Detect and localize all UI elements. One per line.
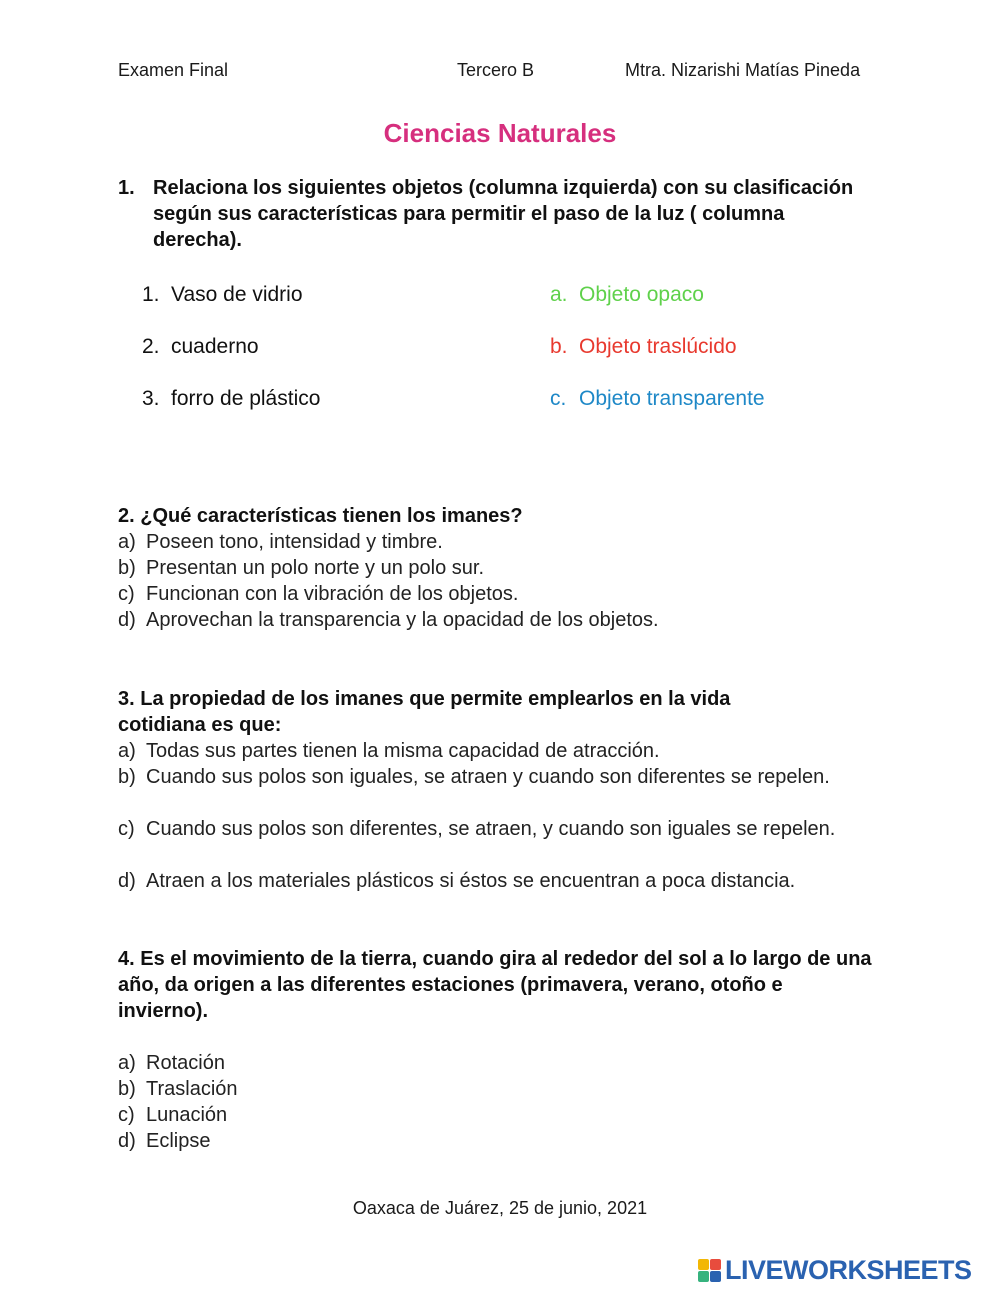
option-text: Lunación [146,1104,228,1126]
option-letter: d) [118,870,136,892]
logo-block [710,1259,721,1270]
option-letter: c) [118,1104,135,1126]
right-item-letter: c. [550,387,567,410]
question-1-text: Relaciona los siguientes objetos (columna izquierda) con su clasificación según sus características para permitir el paso de la luz ( columna derecha). [153,177,854,251]
option[interactable] [118,529,878,555]
option-letter: b) [118,557,136,579]
option-letter: d) [118,609,136,631]
option[interactable] [118,816,848,842]
right-item-opaque [550,283,704,307]
left-item-number: 2. [142,335,160,358]
option-letter: b) [118,766,136,788]
option-letter: a) [118,1052,136,1074]
question-4-title: 4. Es el movimiento de la tierra, cuando gira al rededor del sol a lo largo de una año, da origen a las diferentes estaciones (primavera, verano, otoño e invierno). [118,948,872,1022]
option-text: Aprovechan la transparencia y la opacidad de los objetos. [146,609,659,631]
option[interactable] [118,1050,878,1076]
option-text: Cuando sus polos son iguales, se atraen y cuando son diferentes se repelen. [146,766,830,788]
left-item-label: Vaso de vidrio [171,283,303,306]
option[interactable] [118,738,878,764]
left-item [142,335,259,359]
option[interactable] [118,1076,878,1102]
left-item [142,283,303,307]
option-letter: b) [118,1078,136,1100]
left-item-number: 1. [142,283,160,306]
option-text: Presentan un polo norte y un polo sur. [146,557,485,579]
option-text: Eclipse [146,1130,211,1152]
option-letter: c) [118,583,135,605]
teacher-label: Mtra. Nizarishi Matías Pineda [625,60,861,80]
footer-date: Oaxaca de Juárez, 25 de junio, 2021 [352,1198,648,1218]
option[interactable] [118,1102,878,1128]
group-label: Tercero B [457,60,535,80]
right-item-label: Objeto transparente [579,387,765,410]
exam-label: Examen Final [118,60,229,80]
question-1-number: 1. [118,177,135,199]
option-letter: c) [118,818,135,840]
option[interactable] [118,555,878,581]
right-item-translucent [550,335,737,359]
right-item-label: Objeto opaco [579,283,704,306]
option[interactable] [118,607,878,633]
option-text: Atraen a los materiales plásticos si éstos se encuentran a poca distancia. [146,870,796,892]
question-1 [118,175,878,253]
question-3-title: 3. La propiedad de los imanes que permite emplearlos en la vida cotidiana es que: [118,688,731,736]
left-item-number: 3. [142,387,160,410]
logo-block [710,1271,721,1282]
logo-block [698,1259,709,1270]
option-letter: a) [118,740,136,762]
right-item-letter: b. [550,335,568,358]
page-title: Ciencias Naturales [383,118,617,148]
option[interactable] [118,581,878,607]
liveworksheets-logo[interactable] [698,1255,972,1286]
left-item-label: forro de plástico [171,387,321,410]
right-item-label: Objeto traslúcido [579,335,737,358]
logo-text: LIVEWORKSHEETS [725,1255,972,1285]
option-text: Rotación [146,1052,225,1074]
option-text: Poseen tono, intensidad y timbre. [146,531,443,553]
left-item [142,387,320,411]
option[interactable] [118,764,848,790]
logo-blocks-icon [698,1259,721,1282]
right-item-letter: a. [550,283,568,306]
question-2-title: 2. ¿Qué características tienen los imanes? [118,505,523,527]
option-text: Traslación [146,1078,238,1100]
left-item-label: cuaderno [171,335,259,358]
option-letter: d) [118,1130,136,1152]
option-text: Todas sus partes tienen la misma capacidad de atracción. [146,740,660,762]
option-letter: a) [118,531,136,553]
option-text: Cuando sus polos son diferentes, se atraen, y cuando son iguales se repelen. [146,818,836,840]
option[interactable] [118,1128,878,1154]
right-item-transparent [550,387,765,411]
option[interactable] [118,868,808,894]
option-text: Funcionan con la vibración de los objetos. [146,583,519,605]
logo-block [698,1271,709,1282]
